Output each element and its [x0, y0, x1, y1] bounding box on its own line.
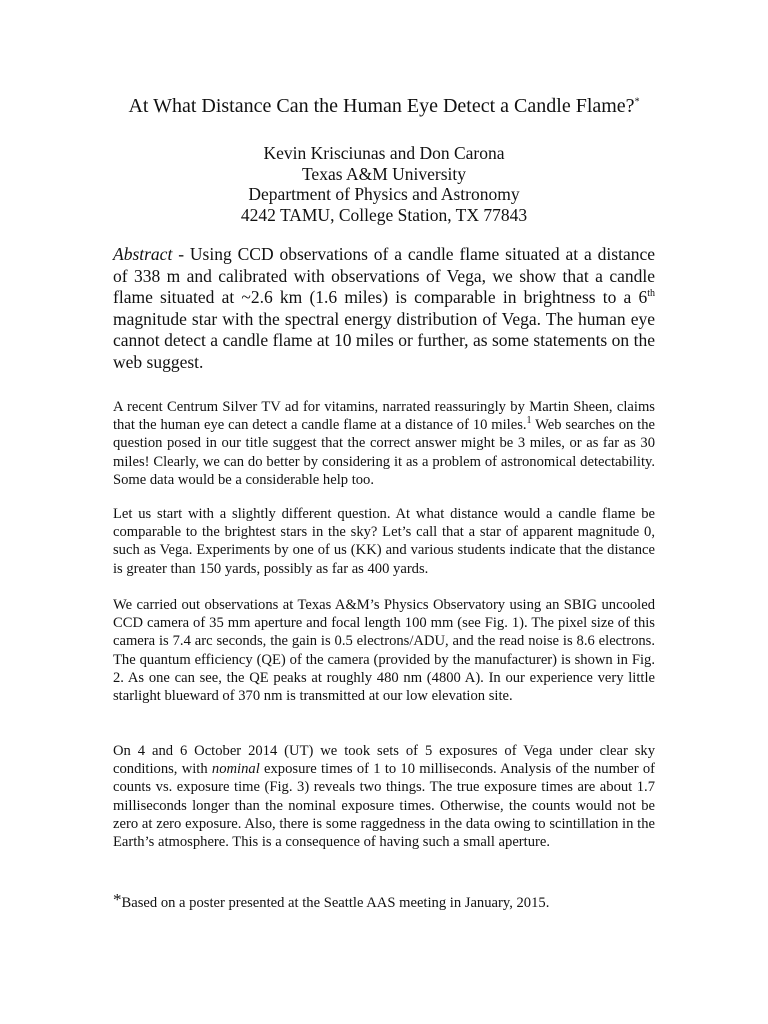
- abstract-text-b: magnitude star with the spectral energy distribution of Vega. The human eye cannot detect a candle flame at 10 miles or further, as some statements on the web suggest.: [113, 308, 655, 372]
- paragraph-1: [113, 398, 655, 489]
- author-department: Department of Physics and Astronomy: [248, 184, 520, 204]
- abstract-label: Abstract: [113, 244, 173, 264]
- paragraph-4-text-b: exposure times of 1 to 10 milliseconds. Analysis of the number of counts vs. exposure time (Fig. 3) reveals two things. The true exposure times are about 1.7 milliseconds longer than the nominal exposure times. Otherwise, the counts would not be zero at zero exposure. Also, there is some raggedness in the data owing to scintillation in the Earth’s atmosphere. This is a consequence of having such a small aperture.: [113, 761, 655, 851]
- paragraph-3: We carried out observations at Texas A&M’s Physics Observatory using an SBIG uncooled CCD camera of 35 mm aperture and focal length 100 mm (see Fig. 1). The pixel size of this camera is 7.4 arc seconds, the gain is 0.5 electrons/ADU, and the read noise is 8.6 electrons. The quantum efficiency (QE) of the camera (provided by the manufacturer) is shown in Fig. 2. As one can see, the QE peaks at roughly 480 nm (4800 A). In our experience very little starlight blueward of 370 nm is transmitted at our low elevation site.: [113, 597, 655, 705]
- abstract: [113, 244, 655, 374]
- paragraph-2: Let us start with a slightly different question. At what distance would a candle flame be comparable to the brightest stars in the sky? Let’s call that a star of apparent magnitude 0, such as Vega. Experiments by one of us (KK) and various students indicate that the distance is greater than 150 yards, possibly as far as 400 yards.: [113, 506, 655, 577]
- paragraph-4: [113, 742, 655, 851]
- author-institution: Texas A&M University: [301, 163, 467, 184]
- author-address: 4242 TAMU, College Station, TX 77843: [240, 204, 528, 225]
- footnote-text: Based on a poster presented at the Seattle AAS meeting in January, 2015.: [121, 895, 550, 911]
- footnote-ref-1: 1: [526, 415, 532, 427]
- paper-title: [0, 93, 768, 119]
- abstract-superscript: th: [647, 288, 655, 300]
- footnote-mark: *: [113, 890, 122, 909]
- paragraph-1-text-b: Web searches on the question posed in our title suggest that the correct answer might be 3 miles, or as far as 30 miles! Clearly, we can do better by considering it as a problem of astronomical detectability. Some data would be a considerable help too.: [113, 417, 655, 488]
- paragraph-4-emphasis: nominal: [211, 761, 260, 778]
- title-text: At What Distance Can the Human Eye Detect a Candle Flame?: [128, 95, 635, 117]
- abstract-dash: -: [172, 244, 190, 264]
- abstract-text-a: Using CCD observations of a candle flame situated at a distance of 338 m and calibrated with observations of Vega, we show that a candle flame situated at ~2.6 km (1.6 miles) is comparable in brightness to a 6: [113, 244, 655, 308]
- paragraph-1-text-a: A recent Centrum Silver TV ad for vitamins, narrated reassuringly by Martin Sheen, claims that the human eye can detect a candle flame at a distance of 10 miles.: [113, 399, 655, 434]
- author-block: [0, 143, 768, 225]
- title-footnote-mark: *: [634, 96, 640, 108]
- paragraph-4-text-a: On 4 and 6 October 2014 (UT) we took sets of 5 exposures of Vega under clear sky conditions, with: [113, 743, 655, 778]
- author-names: Kevin Krisciunas and Don Carona: [263, 143, 505, 163]
- footnote: [113, 890, 655, 913]
